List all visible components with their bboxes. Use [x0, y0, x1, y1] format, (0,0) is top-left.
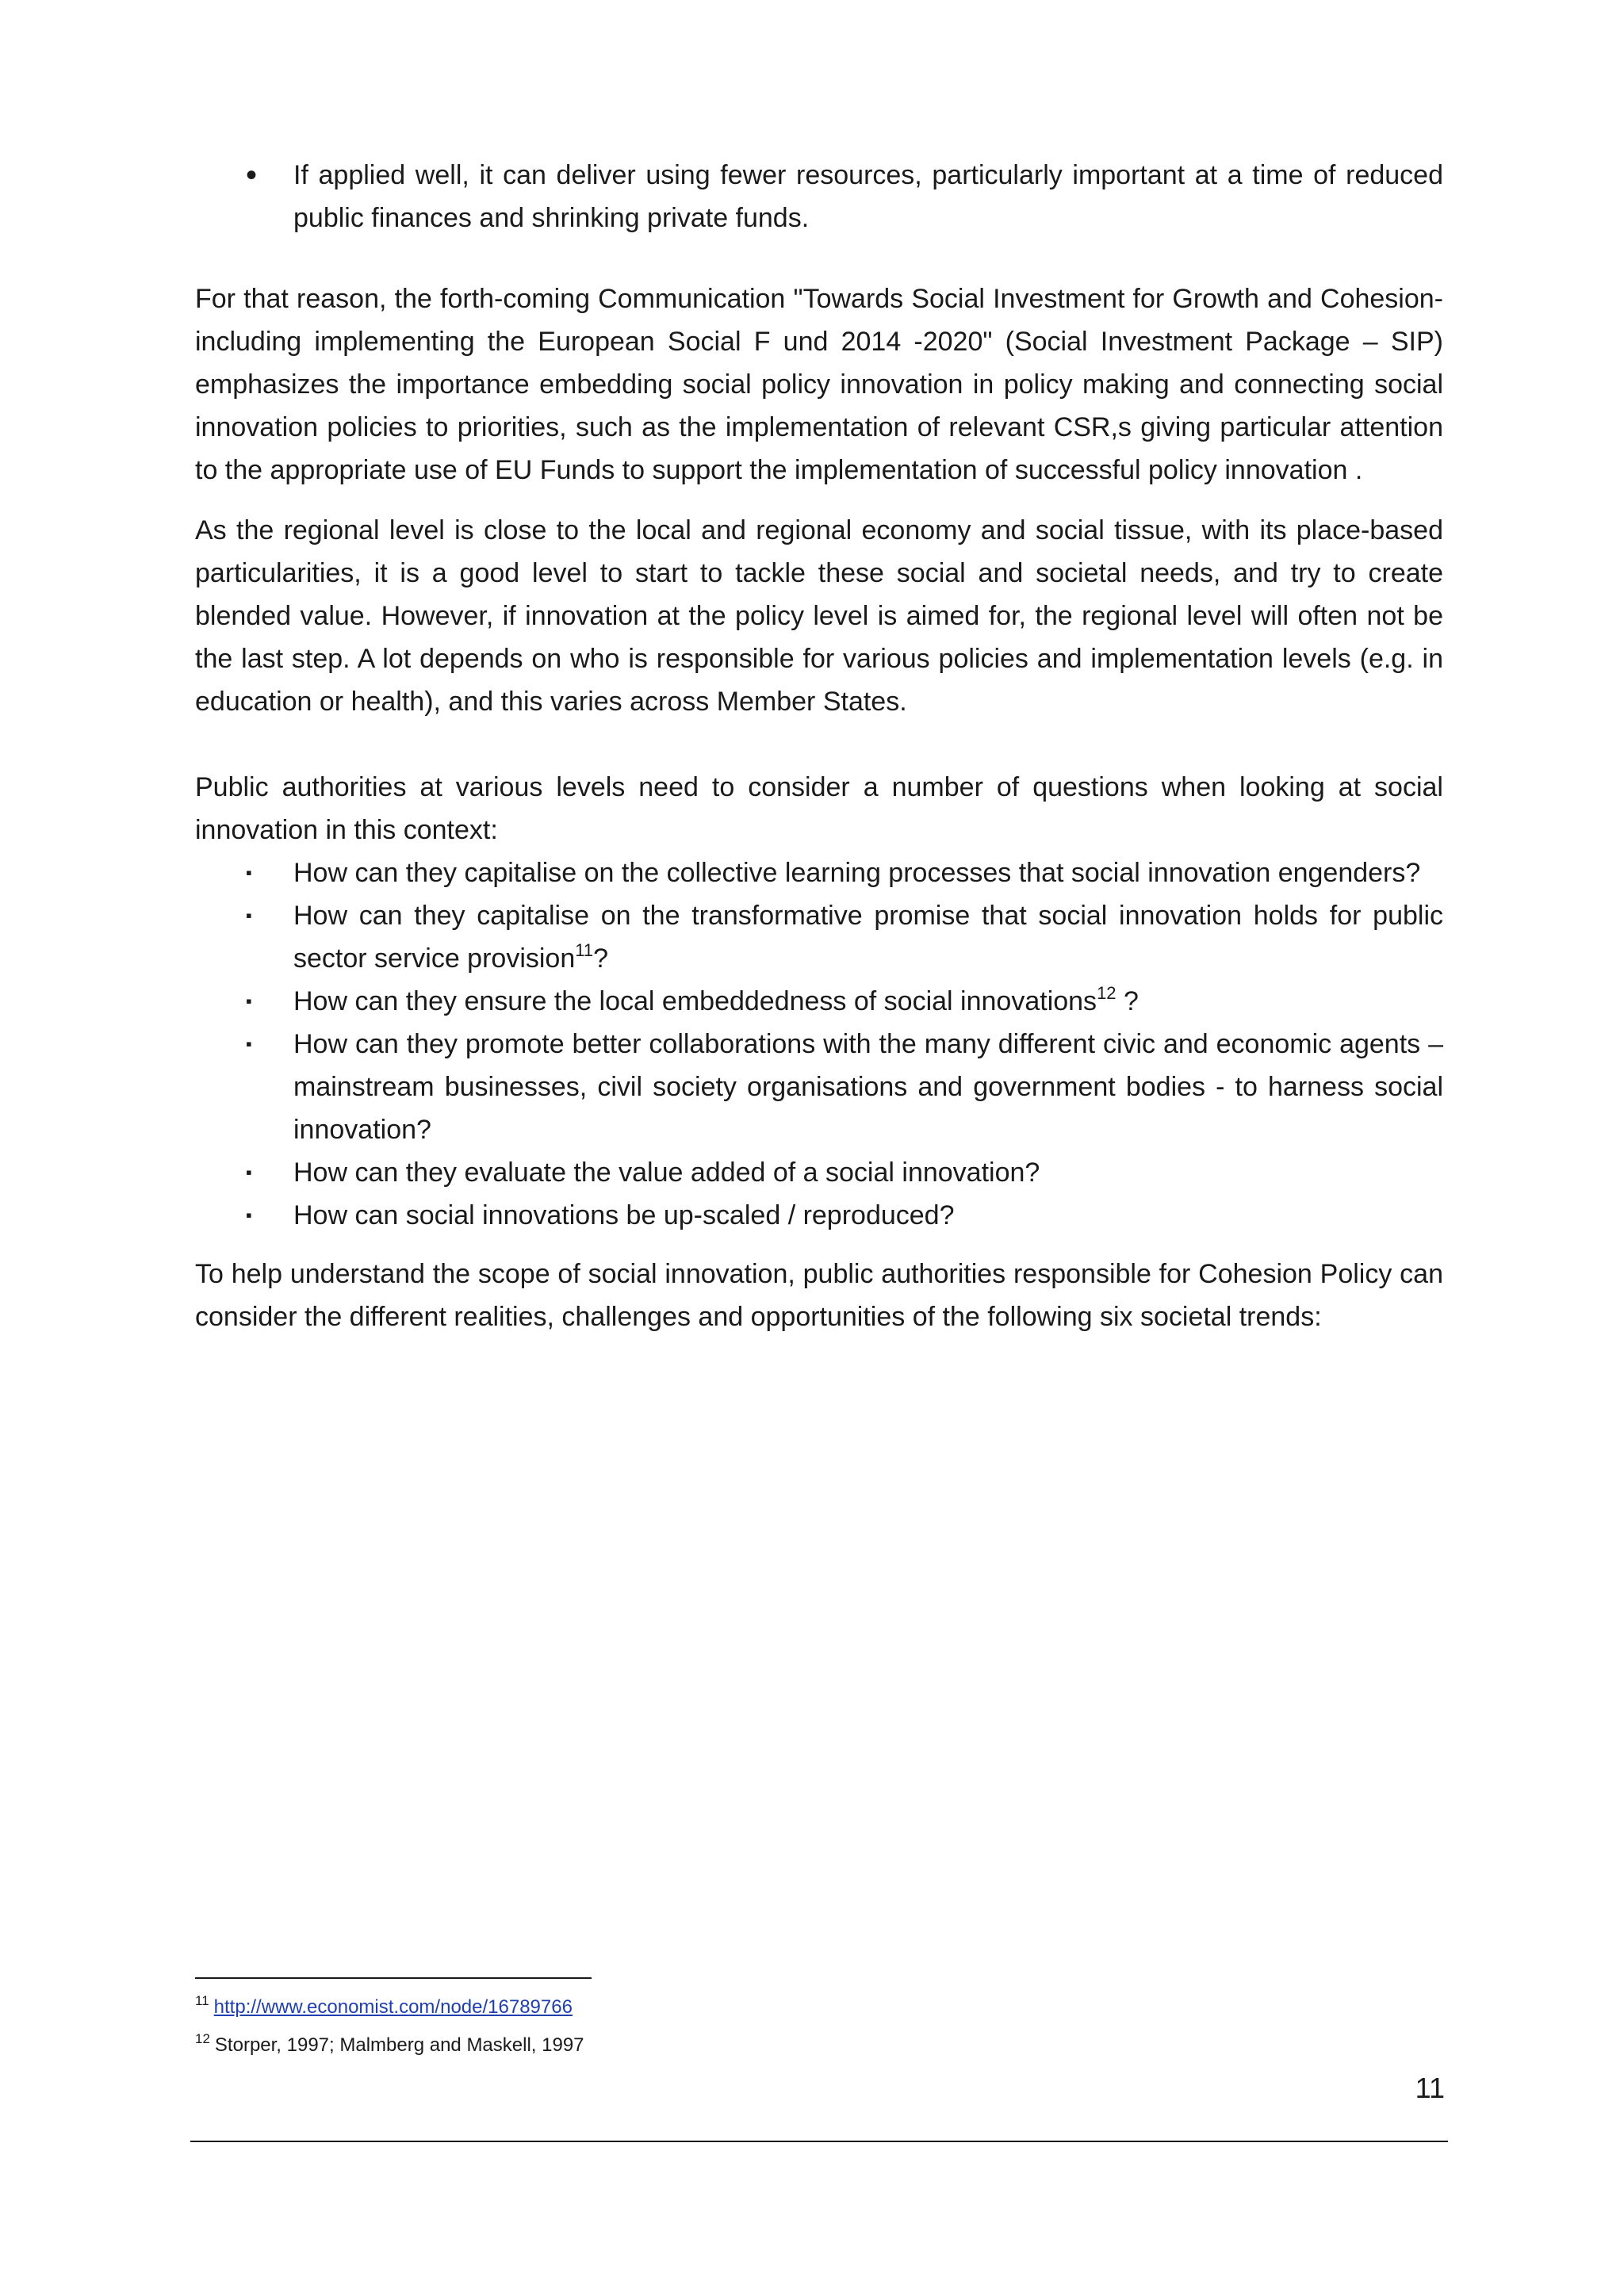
square-bullet-marker: ▪ [246, 905, 252, 925]
question-text: How can social innovations be up-scaled / reproduced? [293, 1200, 955, 1230]
paragraph-public-authorities-intro: Public authorities at various levels need to consider a number of questions when looking at social innovation in this context: [195, 772, 1443, 845]
square-bullet-marker: ▪ [246, 863, 252, 882]
list-item [195, 1023, 1443, 1151]
page-number: 11 [1415, 2072, 1445, 2104]
list-item [195, 894, 1443, 980]
square-bullet-marker: ▪ [246, 1034, 252, 1054]
question-end: ? [1116, 986, 1139, 1016]
paragraph-social-investment-package: For that reason, the forth-coming Communication "Towards Social Investment for Growth and Cohesion- including implementing the European Social F und 2014 -2020" (Social Investment Package – SIP) emphasizes the importance embedding social policy innovation in policy making and connecting social innovation policies to priorities, such as the implementation of relevant CSR,s giving particular attention to the appropriate use of EU Funds to support the implementation of successful policy innovation . [195, 284, 1443, 485]
footnote-12 [195, 2026, 1226, 2064]
footnote-11 [195, 1988, 1226, 2026]
body-content [195, 154, 1443, 1338]
footnote-number: 11 [195, 1993, 209, 2008]
paragraph-societal-trends: To help understand the scope of social innovation, public authorities responsible for Cohesion Policy can consider the different realities, challenges and opportunities of the following six societal trends: [195, 1259, 1443, 1332]
question-end: ? [593, 943, 609, 974]
question-text: How can they ensure the local embeddedness of social innovations [293, 986, 1097, 1016]
footnote-link[interactable]: http://www.economist.com/node/16789766 [213, 1996, 573, 2018]
footnote-text: Storper, 1997; Malmberg and Maskell, 1997 [214, 2034, 584, 2056]
square-bullet-marker: ▪ [246, 991, 252, 1011]
list-item [195, 1194, 1443, 1237]
footnote-reference-11[interactable]: 11 [575, 940, 594, 960]
footer-rule [190, 2141, 1448, 2142]
bullet-text: If applied well, it can deliver using fewer resources, particularly important at a time of reduced public finances and shrinking private funds. [293, 160, 1443, 233]
footnote-reference-12[interactable]: 12 [1097, 983, 1116, 1003]
question-text: How can they capitalise on the collective learning processes that social innovation engenders? [293, 858, 1421, 888]
paragraph-regional-level: As the regional level is close to the local and regional economy and social tissue, with its place-based particularities, it is a good level to start to tackle these social and societal needs, and try to create blended value. However, if innovation at the policy level is aimed for, the regional level will often not be the last step. A lot depends on who is responsible for various policies and implementation levels (e.g. in education or health), and this varies across Member States. [195, 515, 1443, 717]
list-item [195, 851, 1443, 894]
square-bullet-marker: ▪ [246, 1162, 252, 1182]
footnotes [195, 1988, 1226, 2064]
list-item [195, 980, 1443, 1023]
square-bullet-marker: ▪ [246, 1205, 252, 1225]
question-text: How can they capitalise on the transformative promise that social innovation holds for public sector service provision [293, 901, 1443, 974]
question-text: How can they promote better collaborations with the many different civic and economic agents – mainstream businesses, civil society organisations and government bodies - to harness social innovation? [293, 1029, 1443, 1145]
question-text: How can they evaluate the value added of a social innovation? [293, 1158, 1040, 1188]
resources-bullet-list [195, 154, 1443, 239]
footnote-number: 12 [195, 2031, 210, 2046]
footnote-separator [195, 1977, 592, 1979]
list-item [195, 1151, 1443, 1194]
list-item [195, 154, 1443, 239]
bullet-marker: • [246, 158, 258, 193]
questions-list [195, 851, 1443, 1237]
